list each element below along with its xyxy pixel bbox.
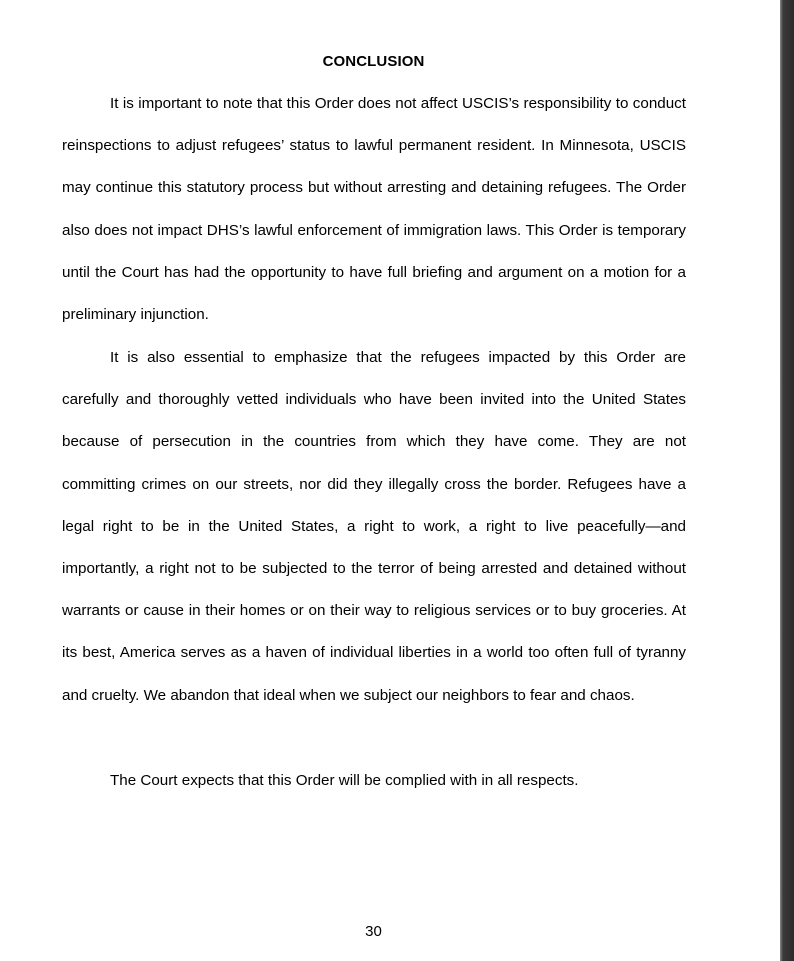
page-number: 30 <box>365 923 382 940</box>
paragraph-uscis-reinspections: It is important to note that this Order does not affect USCIS’s responsibility to conduct reinspections to adjust refugees’ status to lawful permanent resident. In Minnesota, USCIS may continue this statutory process but without arresting and detaining refugees. The Order also does not impact DHS’s lawful enforcement of immigration laws. This Order is temporary until the Court has had the opportunity to have full briefing and argument on a motion for a preliminary injunction. <box>62 95 686 324</box>
viewer-page-edge <box>780 0 794 961</box>
paragraph-court-expects: The Court expects that this Order will be complied with in all respects. <box>110 772 579 789</box>
section-heading: CONCLUSION <box>322 53 425 70</box>
paragraph-refugees-vetted: It is also essential to emphasize that the refugees impacted by this Order are carefully and thoroughly vetted individuals who have been invited into the United States because of persecution in the countries from which they have come. They are not committing crimes on our streets, nor did they illegally cross the border. Refugees have a legal right to be in the United States, a right to work, a right to live peacefully—and importantly, a right not to be subjected to the terror of being arrested and detained without warrants or cause in their homes or on their way to religious services or to buy groceries. At its best, America serves as a haven of individual liberties in a world too often full of tyranny and cruelty. We abandon that ideal when we subject our neighbors to fear and chaos. <box>62 349 686 704</box>
